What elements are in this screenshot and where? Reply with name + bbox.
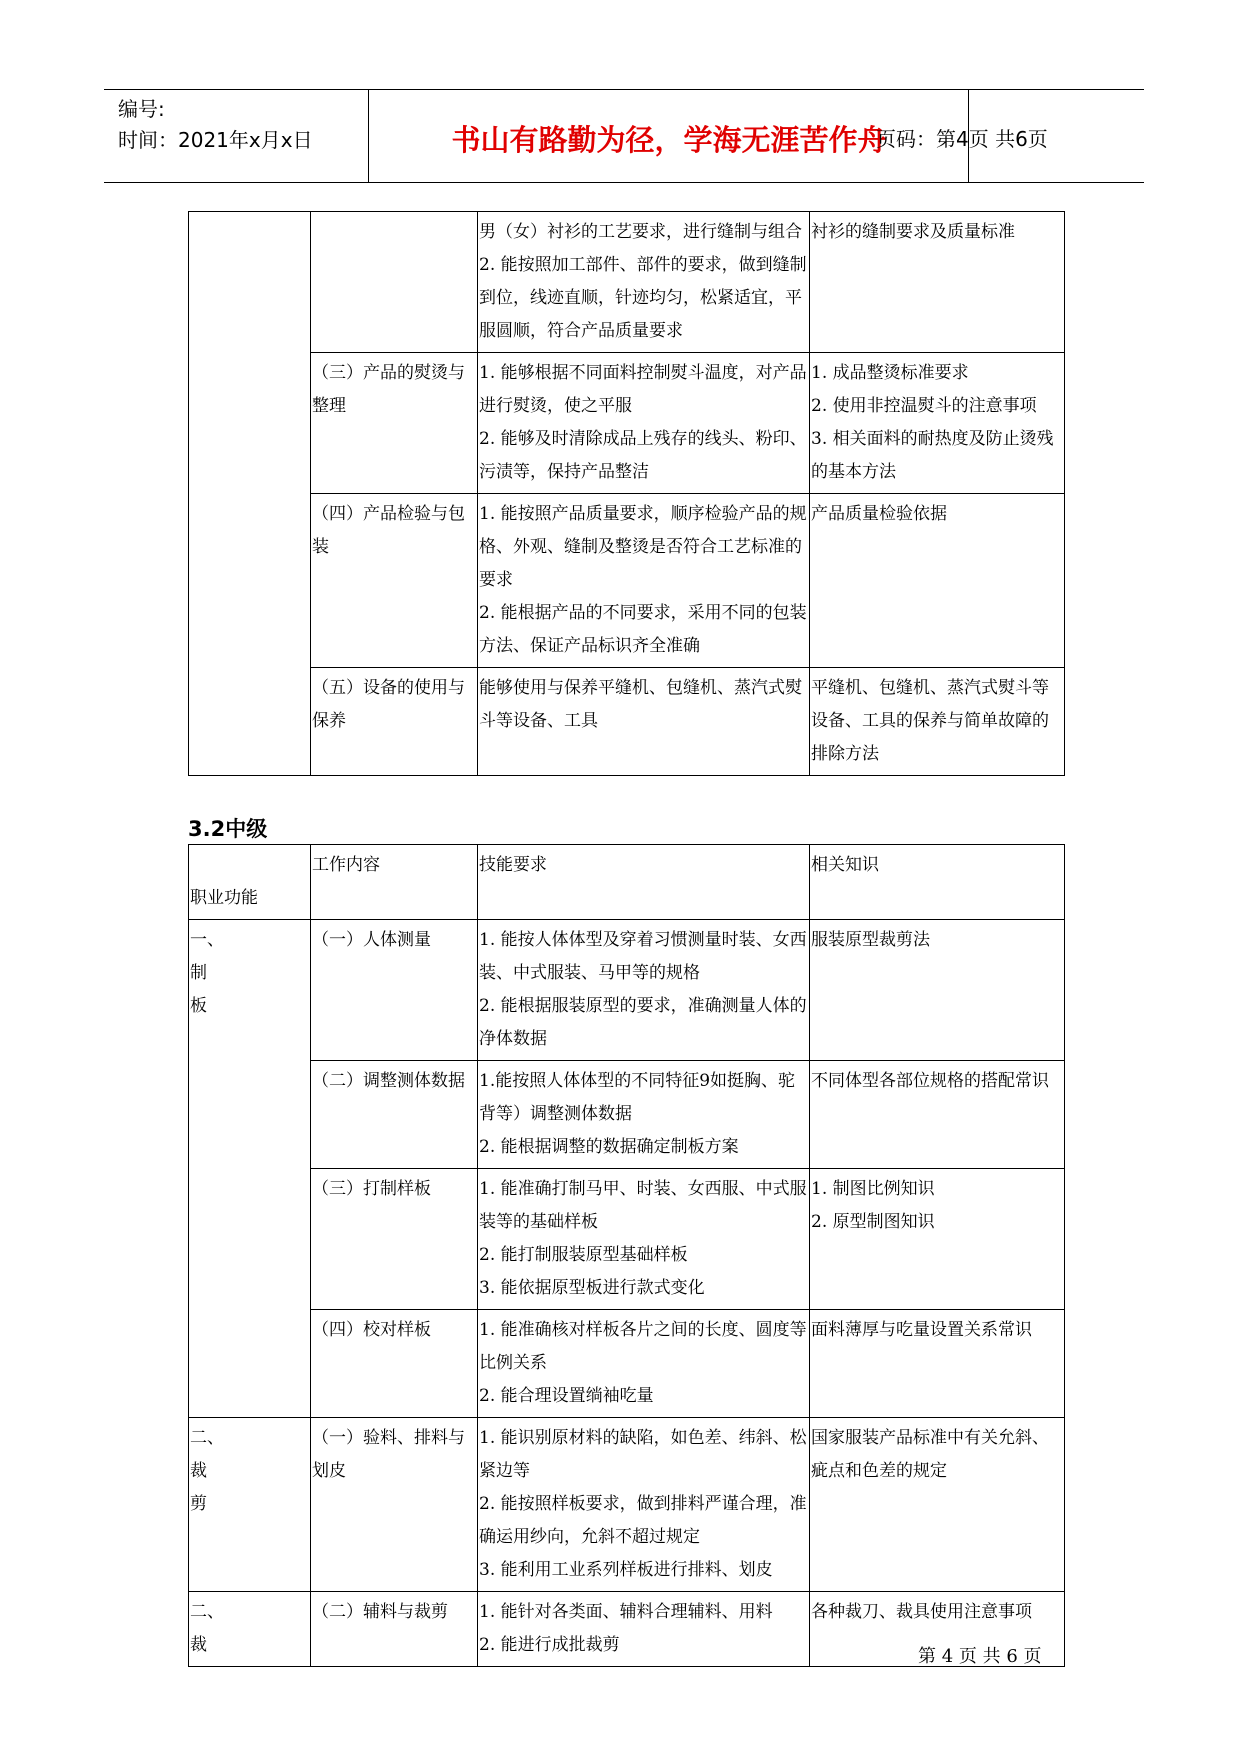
table-continued: [188, 211, 1065, 776]
cell-skills: [478, 668, 810, 776]
page-header: [104, 89, 1144, 183]
table-header-row: [189, 845, 1065, 920]
cell-skills: [478, 1169, 810, 1310]
cell-skills-line: 1. 能识别原材料的缺陷，如色差、纬斜、松紧边等: [479, 1428, 807, 1481]
cell-knowledge: [810, 1169, 1065, 1310]
cell-knowledge: [810, 494, 1065, 668]
table-intermediate: [188, 844, 1065, 1667]
cell-function: [189, 920, 311, 1418]
cell-function-line: 裁: [190, 1461, 207, 1481]
cell-skills-line: 1. 能针对各类面、辅料合理辅料、用料: [479, 1602, 773, 1622]
cell-skills-line: 1. 能够根据不同面料控制熨斗温度，对产品进行熨烫，使之平服: [479, 363, 807, 416]
cell-skills-line: 2. 能合理设置绱袖吃量: [479, 1386, 654, 1406]
table-intermediate-body: [189, 845, 1065, 1667]
cell-function-line: 剪: [190, 1494, 207, 1514]
cell-skills-line: 2. 能进行成批裁剪: [479, 1635, 620, 1655]
cell-function-line: 二、: [190, 1602, 224, 1622]
serial-label: 编号:: [118, 97, 165, 121]
cell-knowledge: [810, 920, 1065, 1061]
cell-skills: [478, 1310, 810, 1418]
table-continued-body: [189, 212, 1065, 776]
table-row: [189, 353, 1065, 494]
cell-content: （二）调整测体数据: [311, 1061, 478, 1169]
cell-function-line: 二、: [190, 1428, 224, 1448]
cell-knowledge-line: 衬衫的缝制要求及质量标准: [811, 222, 1015, 242]
cell-skills-line: 1. 能按人体体型及穿着习惯测量时装、女西装、中式服装、马甲等的规格: [479, 930, 807, 983]
cell-skills: [478, 353, 810, 494]
cell-function: [189, 1592, 311, 1667]
cell-content: （四）校对样板: [311, 1310, 478, 1418]
cell-skills-line: 1.能按照人体体型的不同特征9如挺胸、驼背等）调整测体数据: [479, 1071, 796, 1124]
cell-skills-line: 2. 能打制服装原型基础样板: [479, 1245, 688, 1265]
header-cell-content: 工作内容: [311, 845, 478, 920]
cell-skills-line: 2. 能按照加工部件、部件的要求，做到缝制到位，线迹直顺，针迹均匀，松紧适宜，平服圆顺，符合产品质量要求: [479, 255, 807, 341]
cell-skills: [478, 1418, 810, 1592]
cell-knowledge-line: 1. 成品整烫标准要求: [811, 363, 969, 383]
table-row: [189, 668, 1065, 776]
cell-skills-line: 2. 能根据调整的数据确定制板方案: [479, 1137, 739, 1157]
cell-skills-line: 男（女）衬衫的工艺要求，进行缝制与组合: [479, 222, 802, 242]
cell-knowledge: [810, 1061, 1065, 1169]
table-row: [189, 920, 1065, 1061]
cell-skills: [478, 920, 810, 1061]
cell-function-line: 制: [190, 963, 207, 983]
table-row: [189, 1061, 1065, 1169]
cell-function-line: 一、: [190, 930, 224, 950]
cell-knowledge-line: 各种裁刀、裁具使用注意事项: [811, 1602, 1032, 1622]
cell-knowledge-line: 平缝机、包缝机、蒸汽式熨斗等设备、工具的保养与简单故障的排除方法: [811, 678, 1049, 764]
cell-skills-line: 1. 能准确核对样板各片之间的长度、圆度等比例关系: [479, 1320, 807, 1373]
cell-content: （二）辅料与裁剪: [311, 1592, 478, 1667]
cell-knowledge-line: 3. 相关面料的耐热度及防止烫残的基本方法: [811, 429, 1054, 482]
cell-function: [189, 212, 311, 776]
cell-skills-line: 1. 能按照产品质量要求，顺序检验产品的规格、外观、缝制及整烫是否符合工艺标准的要求: [479, 504, 807, 590]
table-row: [189, 1418, 1065, 1592]
cell-skills-line: 1. 能准确打制马甲、时装、女西服、中式服装等的基础样板: [479, 1179, 807, 1232]
cell-function-line: 板: [190, 996, 207, 1016]
cell-skills: [478, 212, 810, 353]
cell-skills-line: 3. 能依据原型板进行款式变化: [479, 1278, 705, 1298]
cell-knowledge-line: 2. 使用非控温熨斗的注意事项: [811, 396, 1037, 416]
cell-knowledge: [810, 212, 1065, 353]
cell-knowledge: [810, 1310, 1065, 1418]
cell-content: （五）设备的使用与保养: [311, 668, 478, 776]
cell-content: （四）产品检验与包装: [311, 494, 478, 668]
header-cell-skills: 技能要求: [478, 845, 810, 920]
cell-skills-line: 3. 能利用工业系列样板进行排料、划皮: [479, 1560, 773, 1580]
cell-skills: [478, 494, 810, 668]
header-motto: 书山有路勤为径，学海无涯苦作舟: [451, 123, 887, 157]
table-row: [189, 1169, 1065, 1310]
cell-knowledge-line: 1. 制图比例知识: [811, 1179, 935, 1199]
header-page-label: 页码：第4页 共6页: [876, 127, 1048, 151]
cell-content: （一）人体测量: [311, 920, 478, 1061]
cell-skills-line: 2. 能按照样板要求，做到排料严谨合理，准确运用纱向，允斜不超过规定: [479, 1494, 807, 1547]
page-footer: 第 4 页 共 6 页: [918, 1646, 1042, 1667]
cell-function-line: 裁: [190, 1635, 207, 1655]
table-row: [189, 1310, 1065, 1418]
cell-skills: [478, 1592, 810, 1667]
cell-knowledge-line: 国家服装产品标准中有关允斜、疵点和色差的规定: [811, 1428, 1049, 1481]
section-title: 3.2中级: [188, 817, 268, 841]
header-cell-knowledge: 相关知识: [810, 845, 1065, 920]
cell-knowledge: [810, 668, 1065, 776]
cell-skills-line: 能够使用与保养平缝机、包缝机、蒸汽式熨斗等设备、工具: [479, 678, 802, 731]
table-row: [189, 212, 1065, 353]
cell-knowledge-line: 不同体型各部位规格的搭配常识: [811, 1071, 1049, 1091]
cell-knowledge-line: 服装原型裁剪法: [811, 930, 930, 950]
cell-skills-line: 2. 能够及时清除成品上残存的线头、粉印、污渍等，保持产品整洁: [479, 429, 807, 482]
cell-content: [311, 212, 478, 353]
cell-content: （一）验料、排料与划皮: [311, 1418, 478, 1592]
cell-skills-line: 2. 能根据服装原型的要求，准确测量人体的净体数据: [479, 996, 807, 1049]
header-cell-function: 职业功能: [189, 845, 311, 920]
time-label: 时间：2021年x月x日: [118, 128, 313, 152]
header-left-block: [118, 94, 313, 156]
cell-knowledge-line: 产品质量检验依据: [811, 504, 947, 524]
cell-content: （三）产品的熨烫与整理: [311, 353, 478, 494]
cell-content: （三）打制样板: [311, 1169, 478, 1310]
cell-knowledge: [810, 353, 1065, 494]
header-divider-left: [368, 90, 369, 182]
cell-knowledge: [810, 1418, 1065, 1592]
cell-function: [189, 1418, 311, 1592]
cell-skills-line: 2. 能根据产品的不同要求，采用不同的包装方法、保证产品标识齐全准确: [479, 603, 807, 656]
cell-skills: [478, 1061, 810, 1169]
table-row: [189, 494, 1065, 668]
cell-knowledge-line: 2. 原型制图知识: [811, 1212, 935, 1232]
cell-knowledge-line: 面料薄厚与吃量设置关系常识: [811, 1320, 1032, 1340]
